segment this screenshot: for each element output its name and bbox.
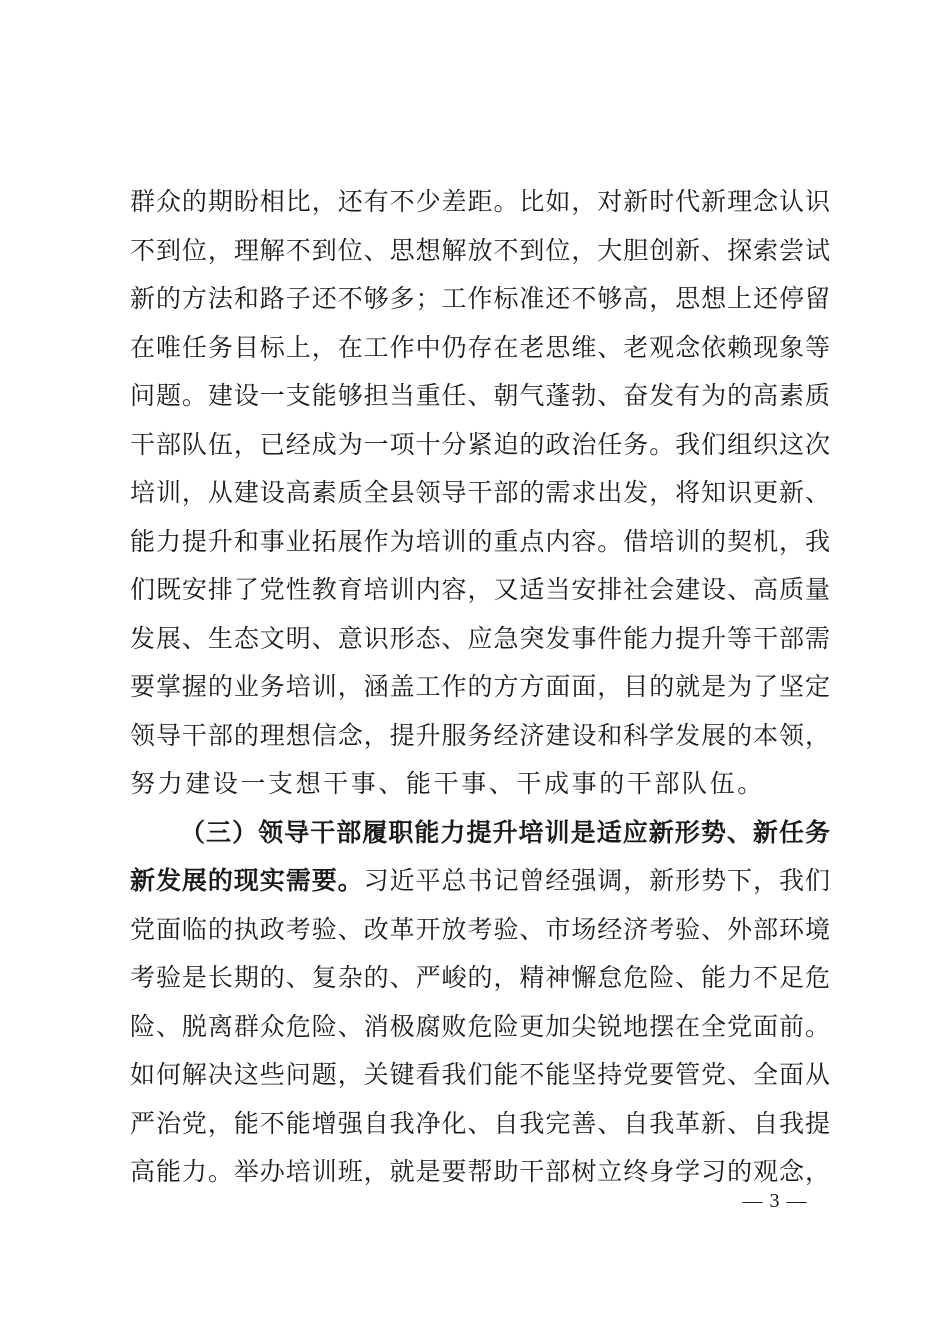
paragraph-line: 在唯任务目标上，在工作中仍存在老思维、老观念依赖现象等 bbox=[130, 332, 830, 362]
paragraph-line: 领导干部的理想信念，提升服务经济建设和科学发展的本领， bbox=[130, 720, 830, 750]
paragraph-line: 党面临的执政考验、改革开放考验、市场经济考验、外部环境 bbox=[130, 914, 830, 944]
paragraph-line: 不到位，理解不到位、思想解放不到位，大胆创新、探索尝试 bbox=[130, 235, 830, 265]
paragraph-line: 新的方法和路子还不够多；工作标准还不够高，思想上还停留 bbox=[130, 284, 830, 313]
paragraph-line: 培训，从建设高素质全县领导干部的需求出发，将知识更新、 bbox=[130, 478, 830, 507]
paragraph-line: 群众的期盼相比，还有不少差距。比如，对新时代新理念认识 bbox=[130, 187, 830, 216]
paragraph-line: 们既安排了党性教育培训内容，又适当安排社会建设、高质量 bbox=[130, 575, 830, 604]
paragraph-line: 干部队伍，已经成为一项十分紧迫的政治任务。我们组织这次 bbox=[130, 429, 830, 459]
page-number: — 3 — bbox=[742, 1190, 808, 1212]
paragraph-line: 如何解决这些问题，关键看我们能不能坚持党要管党、全面从 bbox=[130, 1060, 830, 1089]
section-heading-end: 新发展的现实需要。 bbox=[130, 866, 364, 895]
section-heading-continuation bbox=[130, 857, 830, 906]
paragraph-line: 发展、生态文明、意识形态、应急突发事件能力提升等干部需 bbox=[130, 623, 830, 653]
paragraph-line: 问题。建设一支能够担当重任、朝气蓬勃、奋发有为的高素质 bbox=[130, 381, 830, 410]
paragraph-line: 高能力。举办培训班，就是要帮助干部树立终身学习的观念， bbox=[130, 1157, 830, 1186]
paragraph-line: 严治党，能不能增强自我净化、自我完善、自我革新、自我提 bbox=[130, 1108, 830, 1138]
paragraph-line: 考验是长期的、复杂的、严峻的，精神懈怠危险、能力不足危 bbox=[130, 963, 830, 992]
paragraph-line: 要掌握的业务培训，涵盖工作的方方面面，目的就是为了坚定 bbox=[130, 672, 830, 701]
section-body-start: 习近平总书记曾经强调，新形势下，我们 bbox=[363, 866, 830, 895]
body-text bbox=[130, 178, 830, 1197]
paragraph-line: 能力提升和事业拓展作为培训的重点内容。借培训的契机，我 bbox=[130, 526, 830, 556]
paragraph-last-line: 努力建设一支想干事、能干事、干成事的干部队伍。 bbox=[130, 769, 765, 798]
paragraph-line: 险、脱离群众危险、消极腐败危险更加尖锐地摆在全党面前。 bbox=[130, 1011, 830, 1041]
section-heading-line: （三）领导干部履职能力提升培训是适应新形势、新任务 bbox=[180, 817, 830, 847]
